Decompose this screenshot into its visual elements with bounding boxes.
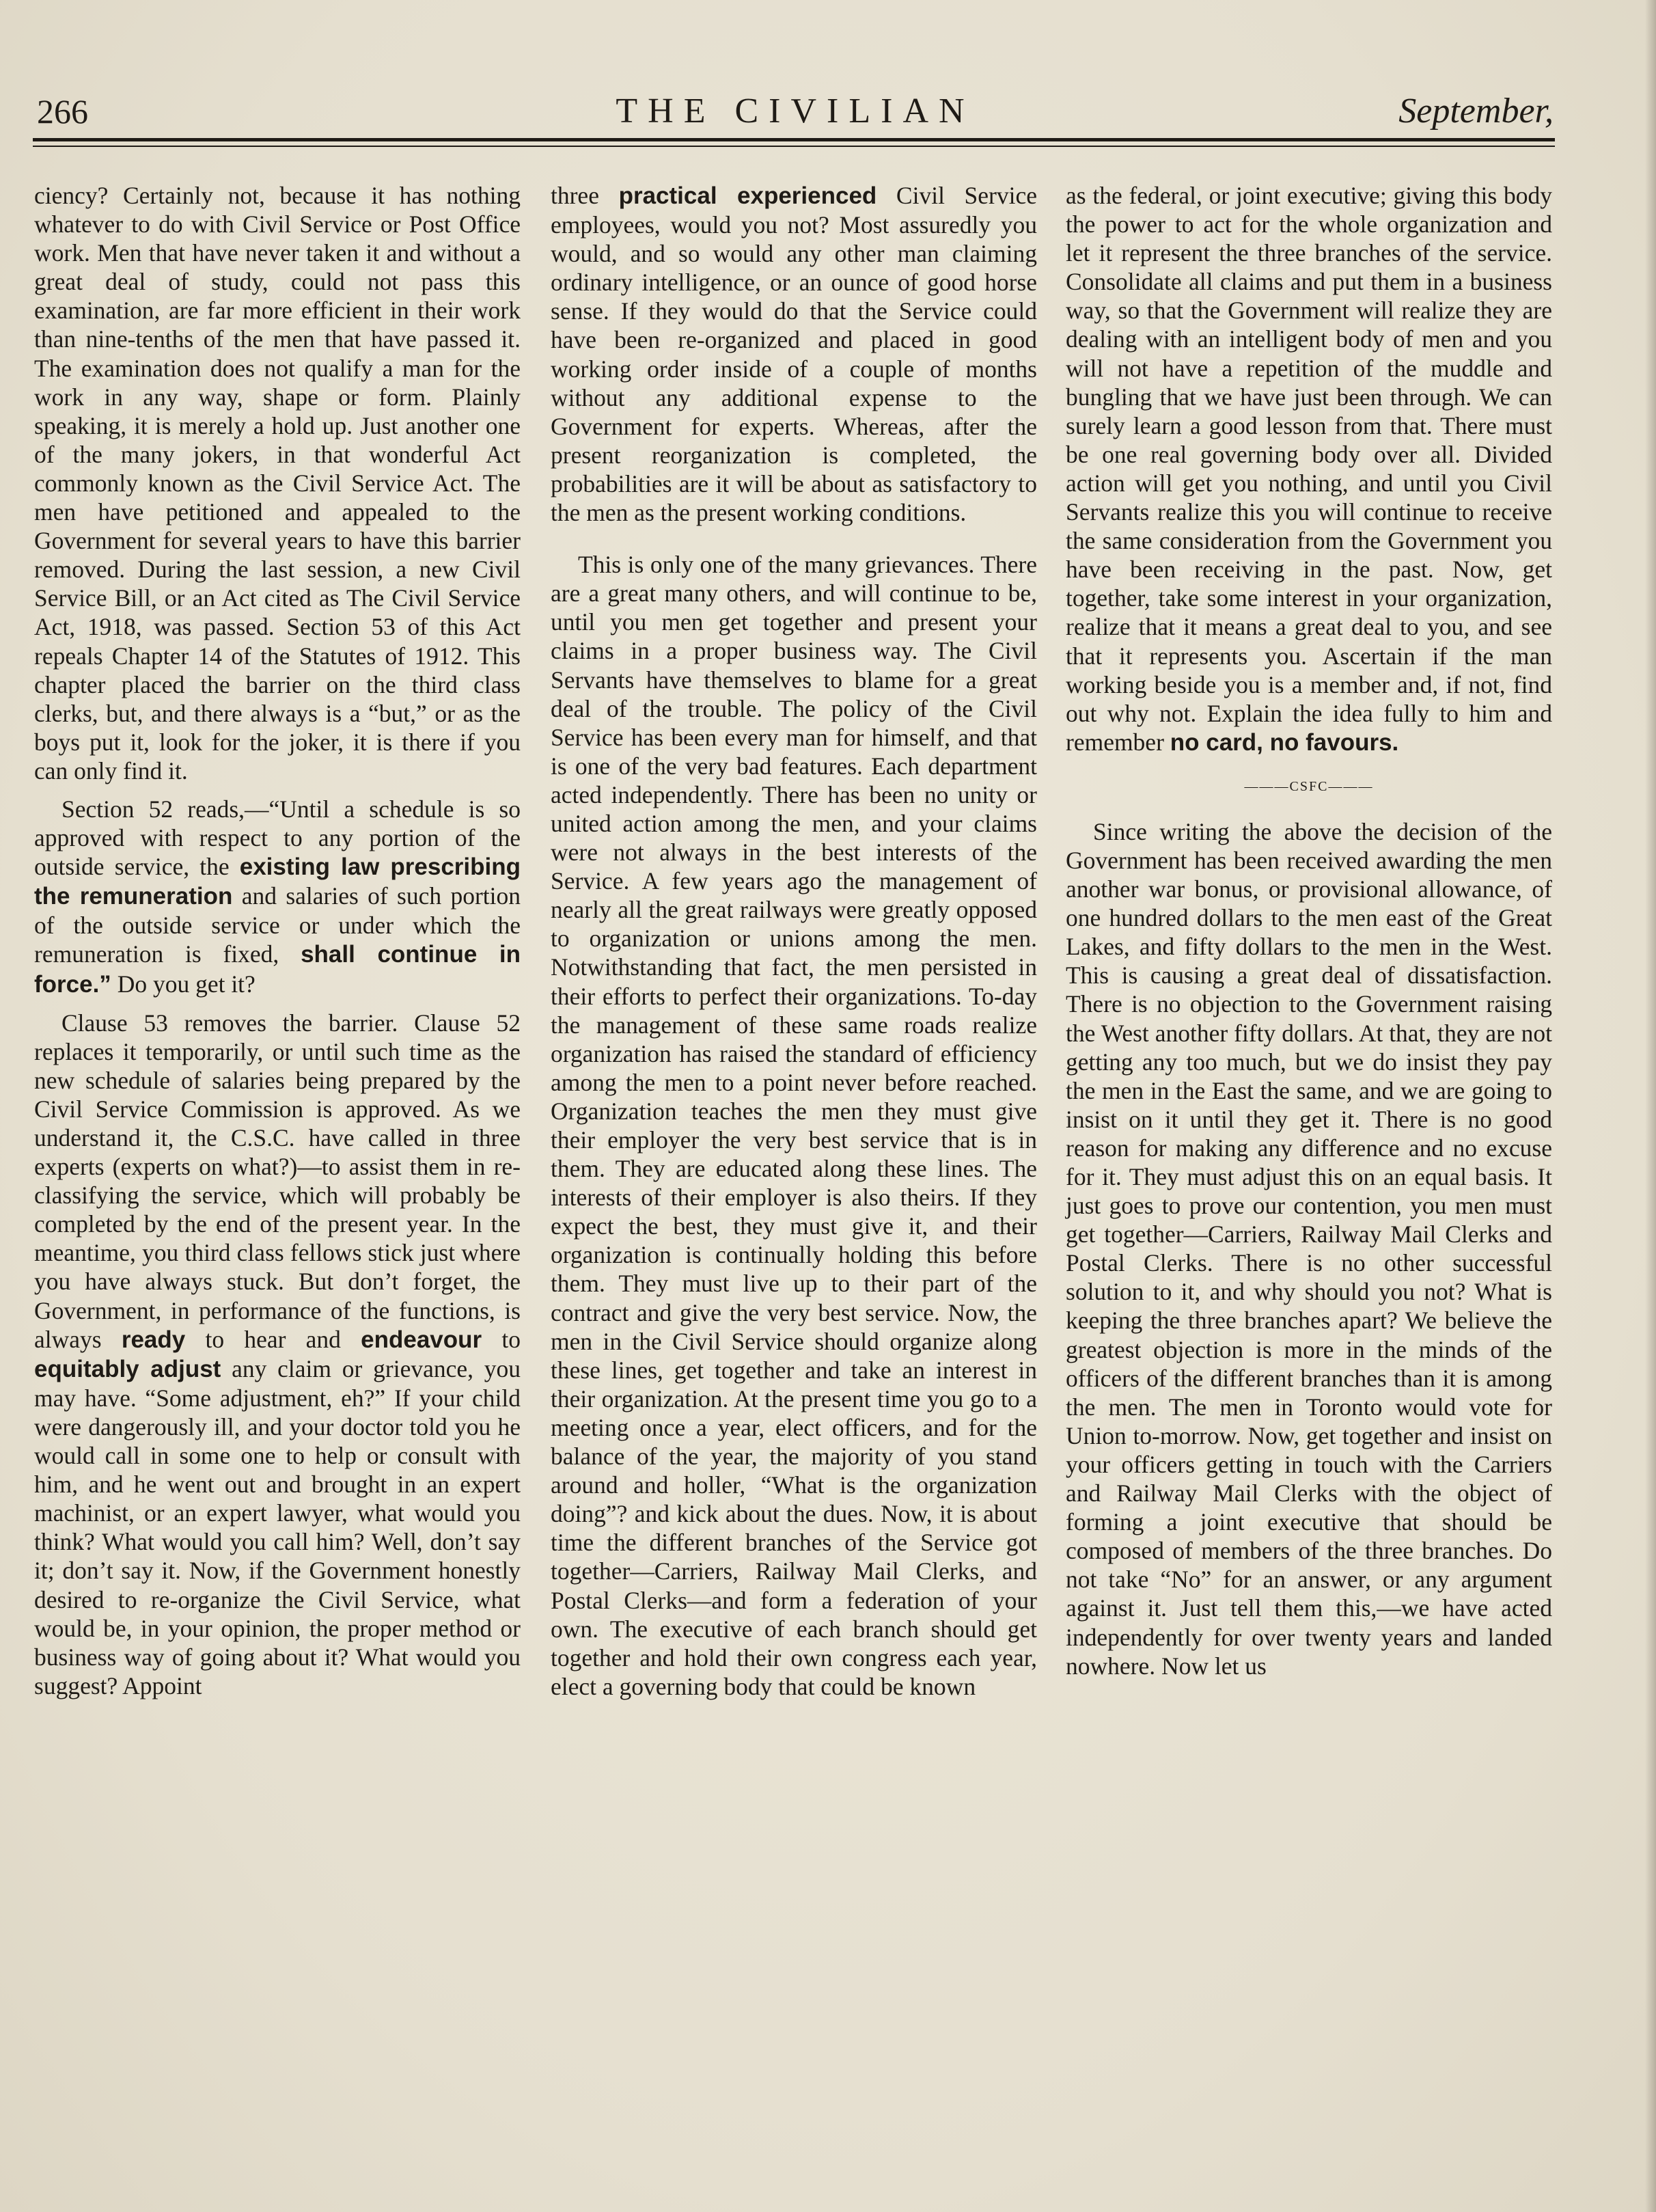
emphasis-text: endeavour: [361, 1326, 482, 1353]
section-divider: ———CSFC———: [1244, 778, 1374, 794]
emphasis-text: practical experienced: [618, 182, 877, 209]
emphasis-text: no card, no favours.: [1170, 728, 1399, 756]
paragraph-text: Civil Service employees, would you not? Most assuredly you would, and so would any other man claiming ordinary intelligence, or an ounce of good horse sense. If they would do that the Service could have been re-organized and placed in good working order inside of a couple of months without any additional expense to the Government for experts. Whereas, after the present reorganization is completed, the probabilities are it will be about as satisfactory to the men as the present working conditions.: [551, 182, 1038, 527]
journal-title: THE CIVILIAN: [616, 92, 975, 131]
page-edge-shadow: [1645, 0, 1656, 2212]
paragraph: [551, 550, 1037, 1701]
issue-month: September,: [1398, 92, 1554, 131]
paragraph-text: to: [501, 1325, 521, 1353]
paragraph-text: Clause 53 removes the barrier. Clause 52 replaces it temporarily, or until such time as the new schedule of salaries being prepared by the Civil Service Commission is approved. As we understand it, the C.S.C. have called in three experts (experts on what?)—to assist them in re-classifying the service, which will probably be completed by the end of the present year. In the meantime, you third class fellows stick just where you have always stuck. But don’t forget, the Government, in performance of the functions, is always: [34, 1009, 521, 1353]
page-number: 266: [37, 92, 88, 131]
header-rule-thick: [33, 138, 1555, 141]
text-column-left: [34, 181, 521, 1700]
text-column-middle: [551, 181, 1037, 1701]
paragraph: [1066, 817, 1552, 1680]
emphasis-text: existing law prescribing the remuneration: [34, 854, 521, 910]
paragraph: [34, 1009, 521, 1700]
paragraph-text: Since writing the above the decision of the Government has been received awarding the men another war bonus, or provisional allowance, of one hundred dollars to the men east of the Great Lakes, and fifty dollars to the men in the West. This is causing a great deal of dissatisfaction. There is no objection to the Government raising the West another fifty dollars. At that, they are not getting any too much, but we do insist they pay the men in the East the same, and we are going to insist on it until they get it. There is no good reason for making any difference and no excuse for it. They must adjust this on an equal basis. It just goes to prove our contention, you men must get together—Carriers, Railway Mail Clerks and Postal Clerks. There is no other successful solution to it, and why should you not? What is keeping the three branches apart? We believe the greatest objection is more in the minds of the officers of the different branches than it is among the men. The men in Toronto would vote for Union to-morrow. Now, get together and insist on your officers getting in touch with the Carriers and Railway Mail Clerks with the object of forming a joint executive that should be composed of members of the three branches. Do not take “No” for an answer, or any argument against it. Just tell them this,—we have acted independently for over twenty years and landed nowhere. Now let us: [1066, 817, 1552, 1680]
paragraph-text: Section 52 reads,—“Until a schedule is so approved with respect to any portion of the outside service, the: [34, 795, 521, 881]
paragraph-text: This is only one of the many grievances. There are a great many others, and will continue to be, until you men get together and present your claims in a proper business way. The Civil Servants have themselves to blame for a great deal of the trouble. The policy of the Civil Service has been every man for himself, and that is one of the very bad features. Each department acted independently. There has been no unity or united action among the men, and your claims were not always in the best interests of the Service. A few years ago the management of nearly all the great railways were greatly opposed to organization or unions among the men. Notwithstanding that fact, the men persisted in their efforts to perfect their organizations. To-day the management of these same roads realize organization has raised the standard of efficiency among the men to a point never before reached. Organization teaches the men they must give their employer the very best service that is in them. They are educated along these lines. The interests of their employer is also theirs. If they expect the best, they must give it, and their organization is continually holding this before them. They must live up to their part of the contract and give the very best service. Now, the men in the Civil Service should organize along these lines, get together and take an interest in their organization. At the present time you go to a meeting once a year, elect officers, and for the balance of the year, the majority of you stand around and holler, “What is the organization doing”? and kick about the dues. Now, it is about time the different branches of the Service got together—Carriers, Railway Mail Clerks, and Postal Clerks—and form a federation of your own. The executive of each branch should get together and hold their own congress each year, elect a governing body that could be known: [551, 551, 1037, 1700]
paragraph-text: as the federal, or joint executive; giving this body the power to act for the whole organization and let it represent the three branches of the service. Consolidate all claims and put them in a business way, so that the Government will realize they are dealing with an intelligent body of men and you will not have a repetition of the muddle and bungling that we have just been through. We can surely learn a good lesson from that. There must be one real governing body over all. Divided action will get you nothing, and until you Civil Servants realize this you will continue to receive the same consideration from the Government you have been receiving in the past. Now, get together, take some interest in your organization, realize that it means a great deal to you, and see that it represents you. Ascertain if the man working beside you is a member and, if not, find out why not. Explain the idea fully to him and remember: [1066, 182, 1552, 756]
paragraph: [1066, 181, 1552, 757]
emphasis-text: equitably adjust: [34, 1355, 221, 1382]
paragraph-text: three: [551, 182, 599, 209]
paragraph: [34, 181, 521, 785]
paragraph-text: any claim or grievance, you may have. “Some adjustment, eh?” If your child were dangerously ill, and your doctor told you he would call in some one to help or consult with him, and he went out and brought in an expert machinist, or an expert lawyer, what would you think? What would you call him? Well, don’t say it; don’t say it. Now, if the Government honestly desired to re-organize the Civil Service, what would be, in your opinion, the proper method or business way of going about it? What would you suggest? Appoint: [34, 1354, 521, 1699]
paragraph: [551, 181, 1037, 527]
paragraph-text: Do you get it?: [117, 970, 256, 998]
paragraph: [34, 795, 521, 999]
paragraph-text: ciency? Certainly not, because it has nothing whatever to do with Civil Service or Post Office work. Men that have never taken it and without a great deal of study, could not pass this examination, are far more efficient in their work than nine-tenths of the men that have passed it. The examination does not qualify a man for the work in any way, shape or form. Plainly speaking, it is merely a hold up. Just another one of the many jokers, in that wonderful Act commonly known as the Civil Service Act. The men have petitioned and appealed to the Government for several years to have this barrier removed. During the last session, a new Civil Service Bill, or an Act cited as The Civil Service Act, 1918, was passed. Section 53 of this Act repeals Chapter 14 of the Statutes of 1912. This chapter placed the barrier on the third class clerks, but, and there always is a “but,” or as the boys put it, look for the joker, it is there if you can only find it.: [34, 182, 521, 784]
text-column-right: [1066, 181, 1552, 1680]
emphasis-text: shall continue in force.”: [34, 941, 521, 998]
paragraph-text: to hear and: [205, 1325, 341, 1353]
running-header: [37, 87, 1554, 135]
paragraph-text: and salaries of such portion of the outside service or under which the remuneration is fixed,: [34, 882, 521, 968]
header-rule-thin: [33, 146, 1555, 147]
emphasis-text: ready: [121, 1326, 186, 1353]
